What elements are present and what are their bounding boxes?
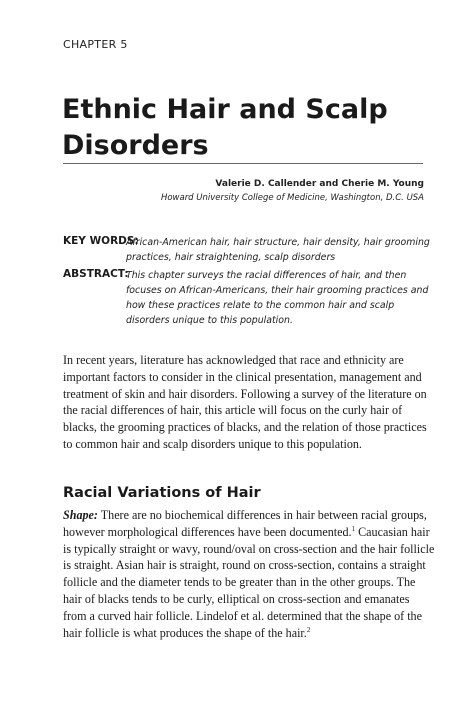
section-text-part1: There are no biochemical differences in hair between racial groups, however morphological differences have been documented.: [63, 508, 427, 539]
author-affiliation: Howard University College of Medicine, Washington, D.C. USA: [160, 193, 424, 203]
page-title: Ethnic Hair and Scalp Disorders: [62, 94, 388, 161]
abstract-text: This chapter surveys the racial differences of hair, and then focuses on African-Americans, their hair grooming practices and how these practices relate to the common hair and scalp disorders unique to this population.: [126, 270, 429, 326]
abstract-block: [63, 268, 433, 328]
section-paragraph: [63, 507, 435, 641]
abstract-label: ABSTRACT:: [63, 268, 129, 280]
section-text-part2: Caucasian hair is typically straight or wavy, round/oval on cross-section and the hair follicle is straight. Asian hair is straight, round on cross-section, contains a straight follicle and the diameter tends to be greater than in the other groups. The hair of blacks tends to be curly, elliptical on cross-section and emanates from a curved hair follicle. Lindelof et al. determined that the shape of the hair follicle is what produces the shape of the hair.: [63, 524, 435, 640]
intro-paragraph: In recent years, literature has acknowledged that race and ethnicity are important factors to consider in the clinical presentation, management and treatment of skin and hair disorders. Following a survey of the literature on the racial differences of hair, this article will focus on the curly hair of blacks, the grooming practices of blacks, and the relation of those practices to common hair and scalp disorders unique to this population.: [63, 353, 427, 451]
chapter-label: CHAPTER 5: [63, 38, 128, 51]
keywords-label: KEY WORDS:: [63, 235, 139, 247]
title-divider: [63, 163, 423, 164]
author-names: Valerie D. Callender and Cherie M. Young: [215, 179, 424, 189]
reference-2[interactable]: 2: [306, 625, 311, 634]
section-heading: Racial Variations of Hair: [63, 485, 261, 501]
keywords-text: African-American hair, hair structure, hair density, hair grooming practices, hair straightening, scalp disorders: [126, 237, 430, 263]
reference-1[interactable]: 1: [351, 524, 356, 533]
keywords-block: [63, 235, 433, 265]
shape-lead-term: Shape:: [63, 508, 98, 522]
